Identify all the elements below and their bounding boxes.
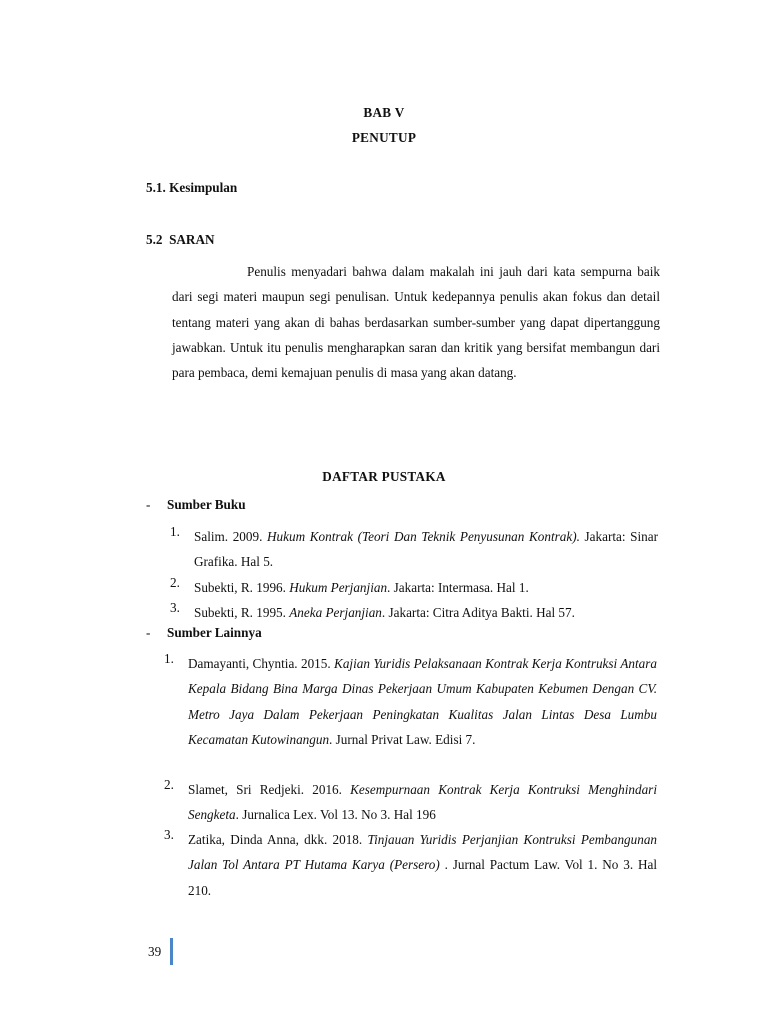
other-sources-heading [146, 625, 262, 641]
page-number-accent-bar [170, 938, 173, 965]
ref-number: 3. [164, 827, 174, 842]
bullet-dash: - [146, 497, 151, 512]
bibliography-title: DAFTAR PUSTAKA [322, 469, 446, 484]
ref-title: Hukum Perjanjian [289, 580, 388, 595]
chapter-title: PENUTUP [351, 130, 417, 145]
other-sources-label: Sumber Lainnya [167, 625, 262, 640]
ref-title: Tinjauan Yuridis Perjanjian Kontruksi Pembangunan Jalan Tol Antara PT Hutama Karya (Persero) [188, 832, 658, 873]
book-sources-label: Sumber Buku [167, 497, 246, 512]
section-suggestion-heading: 5.2 SARAN [146, 232, 215, 247]
ref-number: 2. [164, 777, 174, 792]
ref-body: Damayanti, Chyntia. 2015. Kajian Yuridis Pelaksanaan Kontrak Kerja Kontruksi Antara Kepala Bidang Bina Marga Dinas Pekerjaan Umum Kabupaten Kebumen Dengan CV. Metro Jaya Dalam Pekerjaan Peningkatan Kualitas Jalan Lintas Desa Lumbu Kecamatan Kutowinangun. Jurnal Privat Law. Edisi 7. [188, 656, 657, 747]
ref-body: Zatika, Dinda Anna, dkk. 2018. Tinjauan Yuridis Perjanjian Kontruksi Pembangunan Jalan Tol Antara PT Hutama Karya (Persero) . Jurnal Pactum Law. Vol 1. No 3. Hal 210. [188, 832, 658, 898]
ref-number: 1. [170, 524, 180, 539]
suggestion-paragraph [172, 259, 660, 385]
ref-title: Kajian Yuridis Pelaksanaan Kontrak Kerja Kontruksi Antara Kepala Bidang Bina Marga Dinas Pekerjaan Umum Kabupaten Kebumen Dengan CV. Metro Jaya Dalam Pekerjaan Peningkatan Kualitas Jalan Lintas Desa Lumbu Kecamatan Kutowinangun [188, 656, 657, 747]
page-number: 39 [148, 944, 162, 959]
ref-number: 1. [164, 651, 174, 666]
section-conclusion-heading: 5.1. Kesimpulan [146, 180, 238, 195]
ref-body: Salim. 2009. Hukum Kontrak (Teori Dan Teknik Penyusunan Kontrak). Jakarta: Sinar Grafika. Hal 5. [194, 529, 659, 570]
suggestion-text: Penulis menyadari bahwa dalam makalah ini jauh dari kata sempurna baik dari segi materi maupun segi penulisan. Untuk kedepannya penulis akan fokus dan detail tentang materi yang akan di bahas berdasarkan sumber-sumber yang dapat dipertanggung jawabkan. Untuk itu penulis mengharapkan saran dan kritik yang bersifat membangun dari para pembaca, demi kemajuan penulis di masa yang akan datang. [172, 264, 660, 381]
ref-body: Subekti, R. 1995. Aneka Perjanjian. Jakarta: Citra Aditya Bakti. Hal 57. [194, 605, 575, 620]
ref-number: 3. [170, 600, 180, 615]
ref-title: Kesempurnaan Kontrak Kerja Kontruksi Menghindari Sengketa [188, 782, 657, 823]
ref-title: Hukum Kontrak (Teori Dan Teknik Penyusunan Kontrak). [267, 529, 580, 544]
book-sources-heading [146, 497, 246, 513]
ref-title: Aneka Perjanjian [289, 605, 382, 620]
chapter-number: BAB V [363, 105, 405, 120]
ref-number: 2. [170, 575, 180, 590]
ref-body: Slamet, Sri Redjeki. 2016. Kesempurnaan Kontrak Kerja Kontruksi Menghindari Sengketa. Jurnalica Lex. Vol 13. No 3. Hal 196 [188, 782, 657, 823]
bullet-dash: - [146, 625, 151, 640]
ref-body: Subekti, R. 1996. Hukum Perjanjian. Jakarta: Intermasa. Hal 1. [194, 580, 529, 595]
